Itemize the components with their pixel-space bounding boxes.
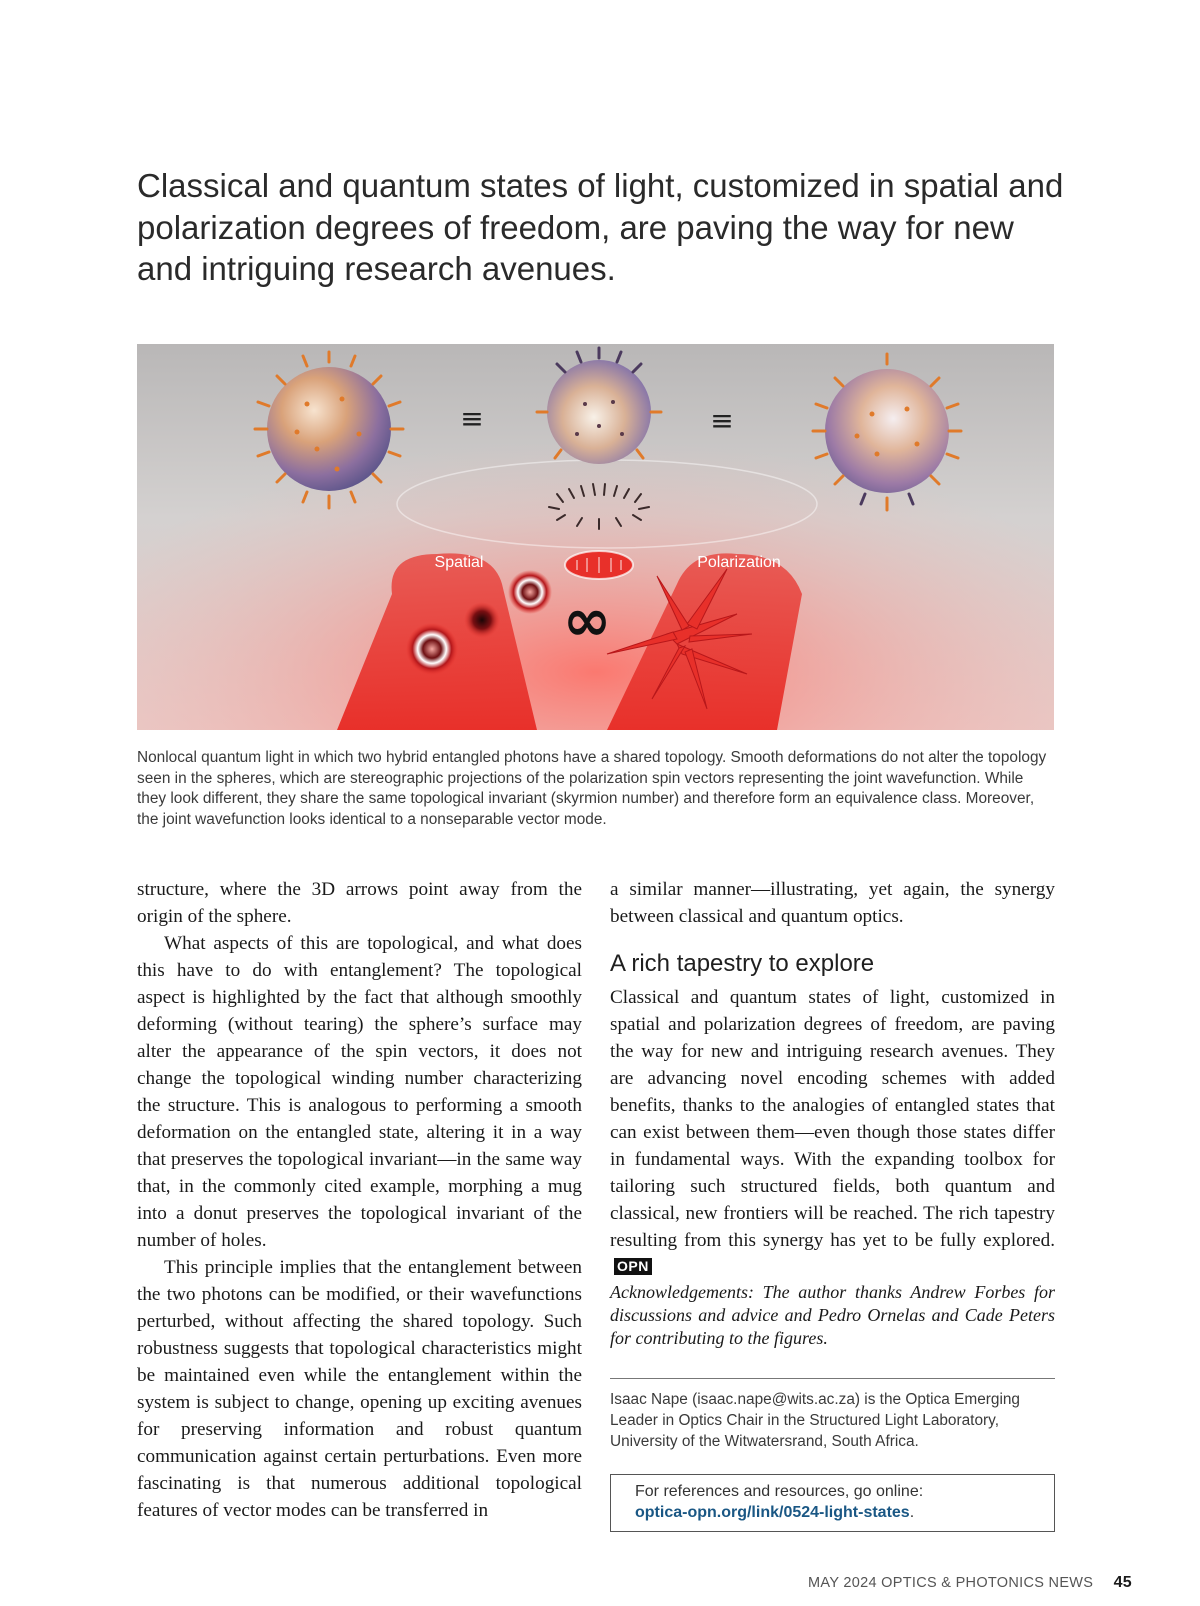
equiv-symbol-right: ≡ xyxy=(710,404,734,437)
acknowledgements: Acknowledgements: The author thanks Andrew Forbes for discussions and advice and Pedro Ornelas and Cade Peters for contributing to the figures. xyxy=(610,1282,1055,1348)
paragraph-text: Classical and quantum states of light, customized in spatial and polarization degrees of freedom, are paving the way for new and intriguing research avenues. They are advancing novel encoding schemes with added benefits, thanks to the analogies of entangled states that can exist between them—even though those states differ in fundamental ways. With the expanding toolbox for tailoring such structured fields, both quantum and classical, new frontiers will be reached. The rich tapestry resulting from this synergy has yet to be fully explored. xyxy=(610,987,1055,1251)
section-heading: A rich tapestry to explore xyxy=(610,950,875,977)
references-label: For references and resources, go online: xyxy=(635,1483,924,1500)
paragraph: structure, where the 3D arrows point away from the origin of the sphere. xyxy=(137,879,582,927)
pull-quote: Classical and quantum states of light, customized in spatial and polarization degrees of freedom, are paving the way for new and intriguing research avenues. xyxy=(137,167,1064,287)
figure-caption: Nonlocal quantum light in which two hybrid entangled photons have a shared topology. Smooth deformations do not alter the topology seen in the spheres, which are stereographic projections of the polarization spin vectors representing the joint wavefunction. While they look different, they share the same topological invariant (skyrmion number) and therefore form an equivalence class. Moreover, the joint wavefunction looks identical to a nonseparable vector mode. xyxy=(137,749,1047,829)
opn-end-mark: OPN xyxy=(614,1258,652,1275)
figure-label-polarization: Polarization xyxy=(697,554,781,571)
paragraph: This principle implies that the entanglement between the two photons can be modified, or their wavefunctions perturbed, without affecting the shared topology. Such robustness suggests that topological characteristics might be maintained even while the entanglement within the system is subject to change, opening up exciting avenues for preserving information and robust quantum communication against certain perturbations. Even more fascinating is that numerous additional topological features of vector modes can be transferred in xyxy=(137,1257,582,1521)
references-period: . xyxy=(909,1504,915,1521)
paragraph: What aspects of this are topological, and what does this have to do with entanglement? The topological aspect is highlighted by the fact that although smoothly deforming (without tearing) the sphere’s surface may alter the appearance of the spin vectors, it does not change the topological winding number characterizing the structure. This is analogous to performing a smooth deformation on the entangled state, altering it in a way that preserves the topological invariant—in the same way that, in the commonly cited example, morphing a mug into a donut preserves the topological invariant of the number of holes. xyxy=(137,933,582,1251)
footer-publication: OPTICS & PHOTONICS NEWS xyxy=(881,1575,1094,1591)
footer-issue: MAY 2024 xyxy=(808,1575,877,1591)
equiv-symbol-left: ≡ xyxy=(460,402,484,435)
figure-illustration xyxy=(137,344,1054,730)
left-column xyxy=(137,876,582,1524)
page-footer xyxy=(808,1574,1132,1592)
references-box xyxy=(610,1474,1055,1532)
references-link[interactable]: optica-opn.org/link/0524-light-states xyxy=(635,1504,910,1521)
figure-label-spatial: Spatial xyxy=(434,554,484,571)
right-column xyxy=(610,876,1055,1532)
infinity-symbol: ∞ xyxy=(562,586,612,654)
paragraph: a similar manner—illustrating, yet again, the synergy between classical and quantum optics. xyxy=(610,879,1055,927)
paragraph xyxy=(610,984,1055,1281)
author-bio: Isaac Nape (isaac.nape@wits.ac.za) is the Optica Emerging Leader in Optics Chair in the Structured Light Laboratory, University of the Witwatersrand, South Africa. xyxy=(610,1391,1020,1450)
divider xyxy=(610,1378,1055,1379)
page-number: 45 xyxy=(1113,1574,1132,1591)
